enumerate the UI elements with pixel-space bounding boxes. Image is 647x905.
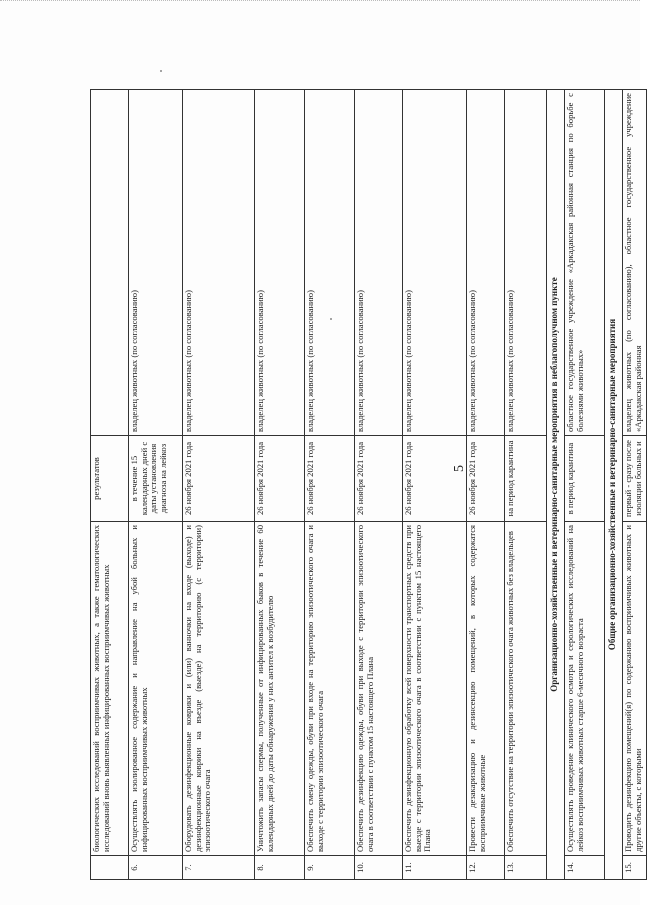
action-cell: Обеспечить дезинфекцию одежды, обуви при выходе с территории эпизоотического очага в соответствии с пунктом 15 настоящего Плана (355, 522, 403, 856)
row-number: 9. (305, 856, 355, 880)
table-row (467, 90, 505, 880)
responsible-cell: владелец животных (по согласованию) (467, 90, 505, 436)
responsible-cell: владелец животных (по согласованию) (355, 90, 403, 436)
deadline-cell: 26 ноября 2021 года (255, 436, 305, 522)
action-cell: Провести дезакаризацию и дезинсекцию помещений, в которых содержатся восприимчивые животные (467, 522, 505, 856)
scan-edge (0, 0, 640, 11)
scan-speck (160, 70, 162, 72)
table-row (565, 90, 605, 880)
action-cell: Оборудовать дезинфекционные коврики и (или) ванночки на входе (выходе) и дезинфекционные коврики на въезде (выезде) на территорию (с территории) эпизоотического очага (183, 522, 255, 856)
responsible-cell: владелец животных (по согласованию) (305, 90, 355, 436)
responsible-cell (91, 90, 129, 436)
responsible-cell: владелец животных (по согласованию) (505, 90, 547, 436)
table-row (91, 90, 129, 880)
deadline-cell: 26 ноября 2021 года (467, 436, 505, 522)
table-row (403, 90, 467, 880)
table-row (129, 90, 183, 880)
deadline-cell: в течение 15 календарных дней с даты установления диагноза на лейкоз (129, 436, 183, 522)
row-number: 11. (403, 856, 467, 880)
responsible-cell: владелец животных (по согласованию) (255, 90, 305, 436)
deadline-cell: 26 ноября 2021 года (355, 436, 403, 522)
deadline-cell: первый - сразу после изоляции больных и (623, 436, 647, 522)
action-cell: Осуществлять изолированное содержание и направление на убой больных и инфицированных восприимчивых животных (129, 522, 183, 856)
row-number: 7. (183, 856, 255, 880)
responsible-cell: владелец животных (по согласованию), областное государственное учреждение «Аркадакская районная (623, 90, 647, 436)
action-cell: Обеспечить смену одежды, обуви при входе на территорию эпизоотического очага и выходе с территории эпизоотического очага (305, 522, 355, 856)
row-number: 13. (505, 856, 547, 880)
rotated-plan-table (90, 90, 643, 880)
page-number: 5 (452, 465, 467, 472)
deadline-cell: 26 ноября 2021 года (183, 436, 255, 522)
action-cell: Обеспечить дезинфекционную обработку всей поверхности транспортных средств при выезде с территории эпизоотического очага в соответствии с пунктом 15 настоящего Плана (403, 522, 467, 856)
table-row (623, 90, 647, 880)
action-cell: Обеспечить отсутствие на территории эпизоотического очага животных без владельцев (505, 522, 547, 856)
deadline-cell: 26 ноября 2021 года (403, 436, 467, 522)
deadline-cell: результатов (91, 436, 129, 522)
table-row (255, 90, 305, 880)
responsible-cell: владелец животных (по согласованию) (129, 90, 183, 436)
action-cell: Осуществлять проведение клинического осмотра и серологических исследований на лейкоз восприимчивых животных старше 6-месячного возраста (565, 522, 605, 856)
table-row (355, 90, 403, 880)
row-number: 12. (467, 856, 505, 880)
responsible-cell: владелец животных (по согласованию) (403, 90, 467, 436)
deadline-cell: в период карантина (565, 436, 605, 522)
deadline-cell: 26 ноября 2021 года (305, 436, 355, 522)
deadline-cell: на период карантина (505, 436, 547, 522)
section-heading: Организационно-хозяйственные и ветеринарно-санитарные мероприятия в неблагополучном пункте (547, 90, 565, 880)
table-row (505, 90, 547, 880)
row-number (91, 856, 129, 880)
measures-table (90, 89, 647, 880)
action-cell: биологических исследований восприимчивых животных, а также гематологических исследований вновь выявленных инфицированных восприимчивых животных (91, 522, 129, 856)
action-cell: Проводить дезинфекцию помещений(я) по содержанию восприимчивых животных и другие объекты, с которыми (623, 522, 647, 856)
row-number: 8. (255, 856, 305, 880)
table-row (305, 90, 355, 880)
responsible-cell: владелец животных (по согласованию) (183, 90, 255, 436)
section-row (605, 90, 623, 880)
responsible-cell: областное государственное учреждение «Аркадакская районная станция по борьбе с болезнями животных» (565, 90, 605, 436)
section-heading: Общие организационно-хозяйственные и ветеринарно-санитарные мероприятия (605, 90, 623, 880)
row-number: 10. (355, 856, 403, 880)
row-number: 6. (129, 856, 183, 880)
table-row (183, 90, 255, 880)
section-row (547, 90, 565, 880)
action-cell: Уничтожить запасы спермы, полученные от инфицированных быков в течение 60 календарных дней до даты обнаружения у них антител к возбудителю (255, 522, 305, 856)
row-number: 14. (565, 856, 605, 880)
row-number: 15. (623, 856, 647, 880)
